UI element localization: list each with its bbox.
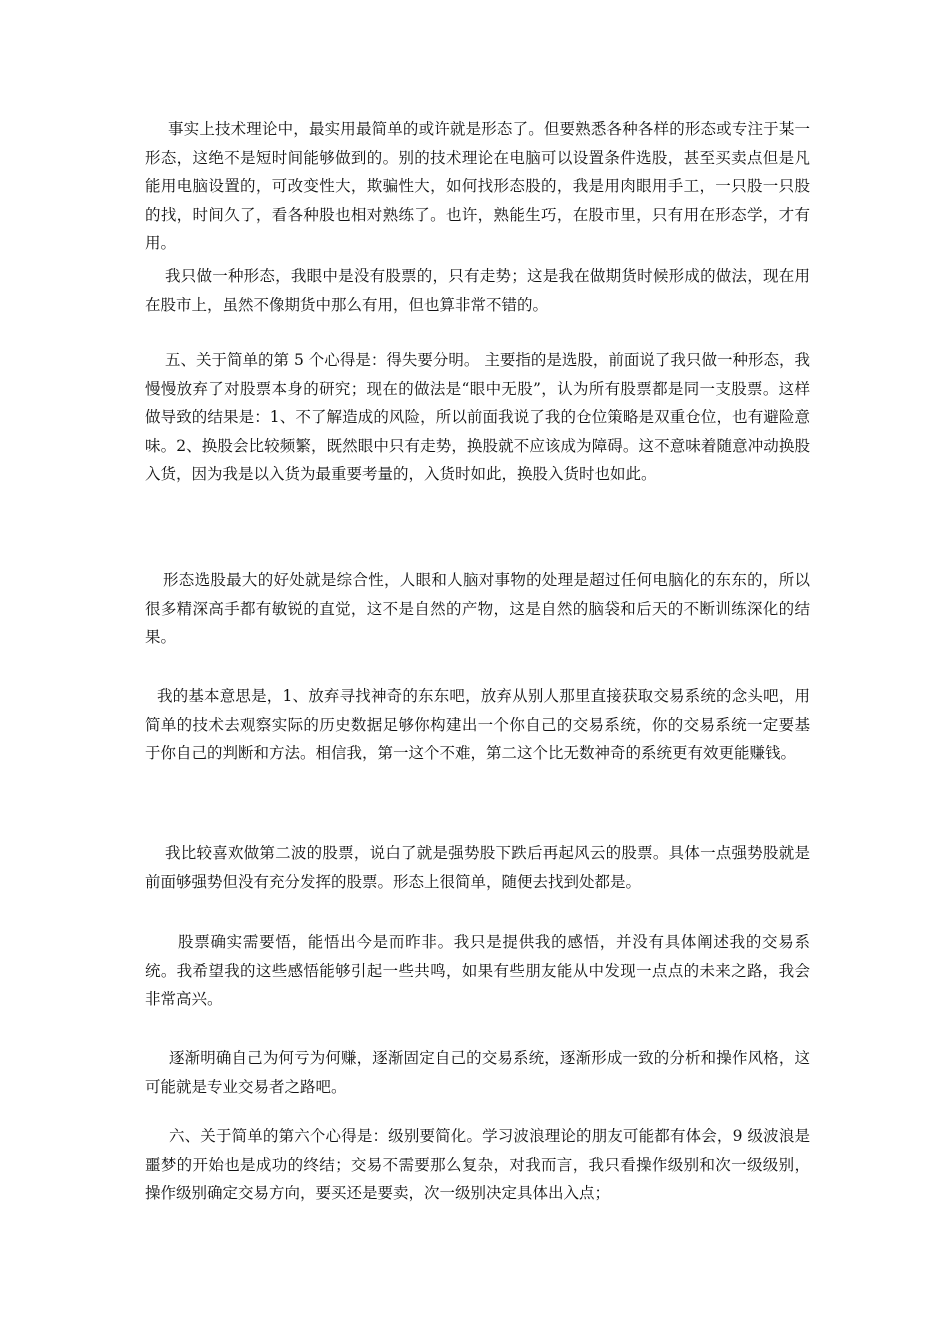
paragraph-3: 五、关于简单的第 5 个心得是：得失要分明。 主要指的是选股，前面说了我只做一种形态，我慢慢放弃了对股票本身的研究；现在的做法是“眼中无股”，认为所有股票都是同一支股票。这样做导致的结果是：1、不了解造成的风险，所以前面我说了我的仓位策略是双重仓位，也有避险意味。2、换股会比较频繁，既然眼中只有走势，换股就不应该成为障碍。这不意味着随意冲动换股入货，因为我是以入货为最重要考量的，入货时如此，换股入货时也如此。 bbox=[145, 351, 810, 483]
paragraph-9: 六、关于简单的第六个心得是：级别要简化。学习波浪理论的朋友可能都有体会，9 级波浪是噩梦的开始也是成功的终结；交易不需要那么复杂，对我而言，我只看操作级别和次一级级别，操作级别确定交易方向，要买还是要卖，次一级别决定具体出入点； bbox=[145, 1127, 810, 1202]
paragraph-2: 我只做一种形态，我眼中是没有股票的，只有走势；这是我在做期货时候形成的做法，现在用在股市上，虽然不像期货中那么有用，但也算非常不错的。 bbox=[145, 267, 810, 314]
paragraph-6: 我比较喜欢做第二波的股票，说白了就是强势股下跌后再起风云的股票。具体一点强势股就是前面够强势但没有充分发挥的股票。形态上很简单，随便去找到处都是。 bbox=[145, 844, 810, 891]
paragraph-4: 形态选股最大的好处就是综合性，人眼和人脑对事物的处理是超过任何电脑化的东东的，所以很多精深高手都有敏锐的直觉，这不是自然的产物，这是自然的脑袋和后天的不断训练深化的结果。 bbox=[145, 571, 810, 646]
paragraph-8: 逐渐明确自己为何亏为何赚，逐渐固定自己的交易系统，逐渐形成一致的分析和操作风格，这可能就是专业交易者之路吧。 bbox=[145, 1049, 810, 1096]
paragraph-1: 事实上技术理论中，最实用最简单的或许就是形态了。但要熟悉各种各样的形态或专注于某一形态，这绝不是短时间能够做到的。别的技术理论在电脑可以设置条件选股，甚至买卖点但是凡能用电脑设置的，可改变性大，欺骗性大，如何找形态股的，我是用肉眼用手工，一只股一只股的找，时间久了，看各种股也相对熟练了。也许，熟能生巧，在股市里，只有用在形态学，才有用。 bbox=[145, 120, 810, 252]
paragraph-5: 我的基本意思是，1、放弃寻找神奇的东东吧，放弃从别人那里直接获取交易系统的念头吧，用简单的技术去观察实际的历史数据足够你构建出一个你自己的交易系统，你的交易系统一定要基于你自己的判断和方法。相信我，第一这个不难，第二这个比无数神奇的系统更有效更能赚钱。 bbox=[145, 687, 810, 762]
paragraph-7: 股票确实需要悟，能悟出今是而昨非。我只是提供我的感悟，并没有具体阐述我的交易系统。我希望我的这些感悟能够引起一些共鸣，如果有些朋友能从中发现一点点的未来之路，我会非常高兴。 bbox=[145, 933, 810, 1008]
